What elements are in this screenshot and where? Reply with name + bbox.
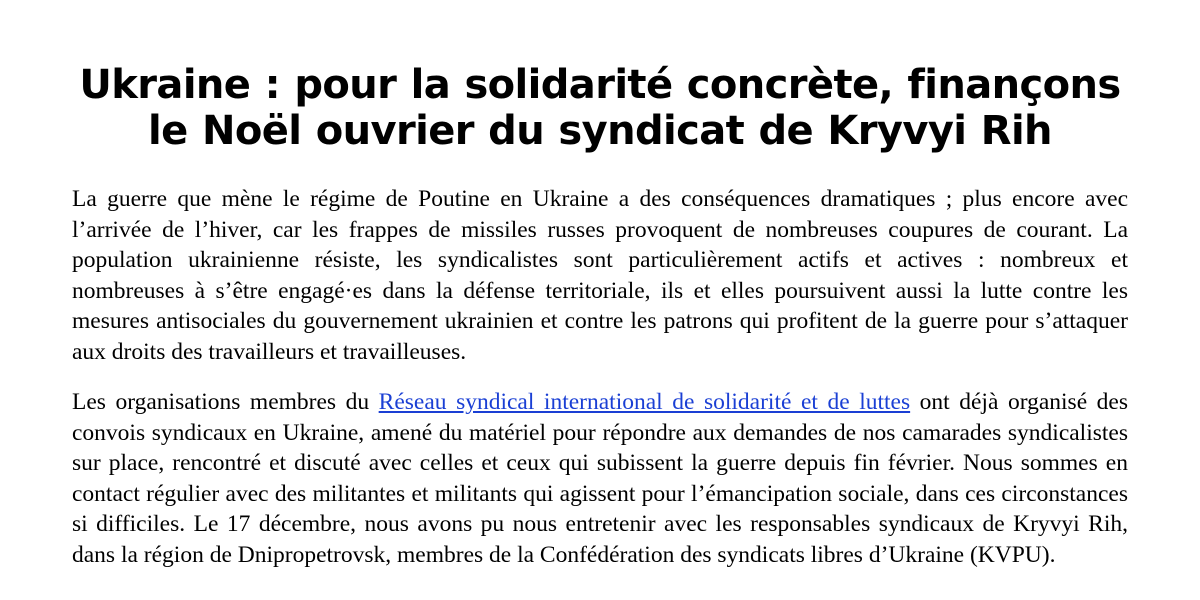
paragraph-2: [72, 387, 1128, 570]
page-title: Ukraine : pour la solidarité concrète, finançons le Noël ouvrier du syndicat de Kryvyi Rih: [79, 62, 1121, 154]
paragraph-2-text-before-link: Les organisations membres du: [72, 389, 379, 416]
paragraph-1: La guerre que mène le régime de Poutine en Ukraine a des conséquences dramatiques ; plus encore avec l’arrivée de l’hiver, car les frappes de missiles russes provoquent de nombreuses coupures de courant. La population ukrainienne résiste, les syndicalistes sont particulièrement actifs et actives : nombreux et nombreuses à s’être engagé·es dans la défense territoriale, ils et elles poursuivent aussi la lutte contre les mesures antisociales du gouvernement ukrainien et contre les patrons qui profitent de la guerre pour s’attaquer aux droits des travailleurs et travailleuses.: [72, 186, 1128, 365]
network-solidarity-link[interactable]: Réseau syndical international de solidarité et de luttes: [378, 389, 911, 416]
paragraph-2-text-after-link: ont déjà organisé des convois syndicaux en Ukraine, amené du matériel pour répondre aux demandes de nos camarades syndicalistes sur place, rencontré et discuté avec celles et ceux qui subissent la guerre depuis fin février. Nous sommes en contact régulier avec des militantes et militants qui agissent pour l’émancipation sociale, dans ces circonstances si difficiles. Le 17 décembre, nous avons pu nous entretenir avec les responsables syndicaux de Kryvyi Rih, dans la région de Dnipropetrovsk, membres de la Confédération des syndicats libres d’Ukraine (KVPU).: [72, 389, 1128, 569]
